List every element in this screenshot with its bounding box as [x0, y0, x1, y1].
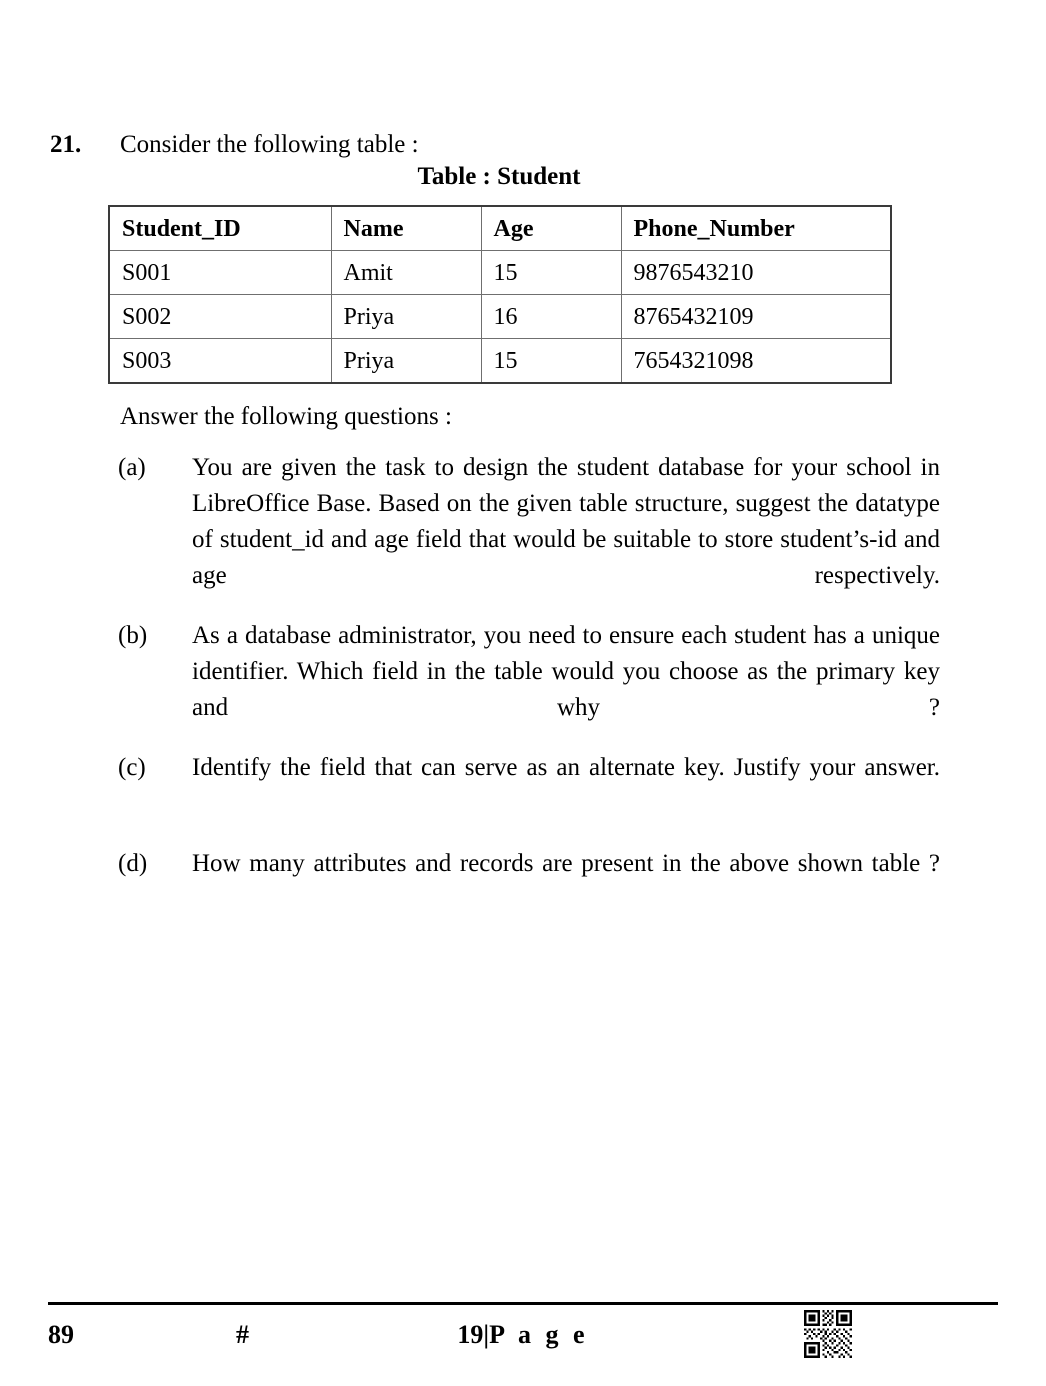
subquestion-text-b: As a database administrator, you need to ensure each student has a unique identifier. Which field in the table would you choose as the primary key and why ? [192, 622, 940, 721]
subquestion-text-c: Identify the field that can serve as an alternate key. Justify your answer. [192, 754, 940, 781]
question-stem: Consider the following table : [120, 131, 419, 158]
table-row [109, 339, 891, 384]
column-header-age: Age [481, 206, 621, 251]
subquestion-marker-d: (d) [118, 850, 148, 877]
cell-student-id: S002 [109, 295, 331, 339]
question-number: 21. [50, 131, 82, 158]
cell-age: 16 [481, 295, 621, 339]
question-heading [50, 128, 950, 164]
footer-hash: # [236, 1320, 249, 1349]
cell-name: Priya [331, 339, 481, 384]
subquestion-d [118, 846, 940, 918]
column-header-name: Name [331, 206, 481, 251]
footer-page-word: P a g e [489, 1320, 589, 1349]
column-header-student-id: Student_ID [109, 206, 331, 251]
table-caption: Table : Student [417, 163, 581, 190]
cell-student-id: S003 [109, 339, 331, 384]
subquestion-marker-a: (a) [118, 454, 146, 481]
table-row [109, 251, 891, 295]
column-header-phone-number: Phone_Number [621, 206, 891, 251]
subquestion-c [118, 750, 940, 822]
subquestion-text-a: You are given the task to design the student database for your school in LibreOffice Base. Based on the given table structure, suggest the datatype of student_id and age field that would be suitable to store student’s-id and age respectively. [192, 454, 940, 589]
table-header [109, 206, 891, 251]
table-row [109, 295, 891, 339]
subquestion-a [118, 450, 940, 630]
cell-student-id: S001 [109, 251, 331, 295]
cell-age: 15 [481, 251, 621, 295]
answer-intro: Answer the following questions : [120, 403, 452, 430]
cell-phone-number: 8765432109 [621, 295, 891, 339]
footer-code: 89 [48, 1320, 74, 1349]
footer-divider [48, 1302, 998, 1305]
cell-name: Amit [331, 251, 481, 295]
qr-code-icon [804, 1310, 852, 1358]
subquestion-b [118, 618, 940, 762]
cell-phone-number: 7654321098 [621, 339, 891, 384]
subquestion-marker-b: (b) [118, 622, 148, 649]
cell-phone-number: 9876543210 [621, 251, 891, 295]
table-body [109, 251, 891, 384]
subquestion-marker-c: (c) [118, 754, 146, 781]
footer-page-number: 19 [457, 1320, 484, 1349]
footer-page-label [48, 1319, 998, 1351]
student-table [108, 205, 892, 384]
table-header-row [109, 206, 891, 251]
footer-page-separator: | [483, 1320, 490, 1349]
page-footer [48, 1315, 998, 1375]
cell-age: 15 [481, 339, 621, 384]
cell-name: Priya [331, 295, 481, 339]
subquestion-text-d: How many attributes and records are present in the above shown table ? [192, 850, 940, 877]
